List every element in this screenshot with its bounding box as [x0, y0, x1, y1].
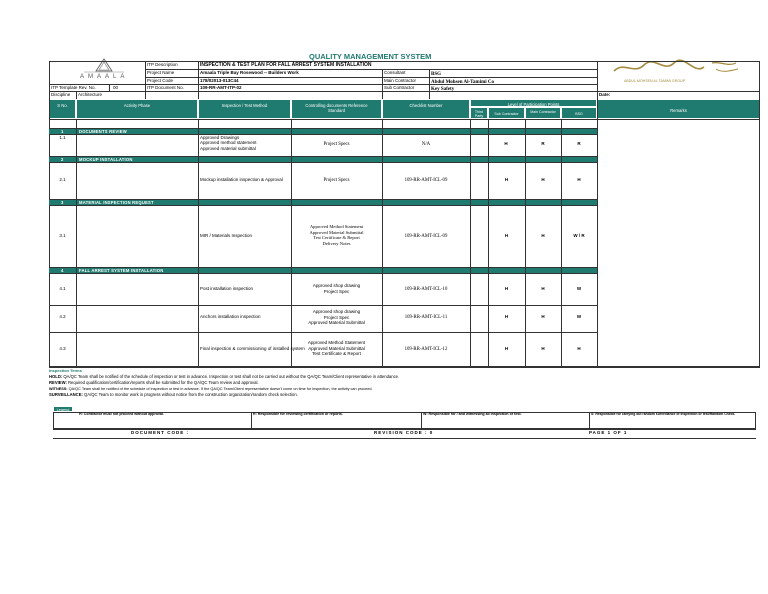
row-reference: Approved shop drawing Project Spec [312, 283, 361, 294]
legend-surveillance: S: Responsible for carrying out random surveillance of inspection or test/Random Check. [591, 412, 736, 416]
col-activity-label: Activity Phase [123, 103, 151, 108]
label-project-code: Project Code [147, 78, 174, 83]
row-reference: Approved shop drawing Project Spec Approved Material Submittal [308, 309, 365, 326]
note-text: Required qualification/certification/reports shall be submitted for the QA/QC Team review and approval. [66, 380, 259, 385]
row-sub-contractor: H [504, 141, 508, 146]
section-title: FALL ARREST SYSTEM INSTALLATION [79, 267, 164, 273]
row-method: Final inspection & commissioning of installed system [200, 346, 305, 351]
row-checklist: 109-RR-AMT-ICL-09 [404, 234, 448, 239]
row-sub-contractor: H [504, 314, 509, 319]
row-number: 4.1 [59, 286, 66, 291]
label-project-name: Project Name [147, 70, 175, 75]
row-method: Mockup installation inspection & Approval [200, 177, 283, 182]
row-sub-contractor: H [504, 233, 509, 238]
note-key: SURVEILLANCE: [49, 392, 83, 397]
legend-review: R: Responsible for reviewing certification or reports. [253, 412, 343, 416]
note-text: QA/QC Team to monitor work in progress without notice from the construction organization/random check selection. [82, 392, 298, 397]
row-bsg: H [577, 177, 581, 182]
col-checklist-label: Checklist Number [409, 103, 443, 108]
section-title: MATERIAL INSPECTION REQUEST [79, 199, 154, 205]
legend-hold: H: Contractor must not proceed without approval. [79, 412, 165, 416]
label-main-contractor: Main Contractor [384, 78, 417, 83]
row-main-contractor: H [541, 177, 545, 182]
value-main-contractor: Abdul Mohsen Al-Tamimi Co [431, 80, 495, 85]
note-text: QA/QC Team shall be notified of the schedule of inspection or test in advance. If the QA/QC Team/Client representative doesn't come on time for inspection, the activity can proceed. [67, 387, 373, 391]
col-sub-contractor-label: Sub Contractor [494, 112, 519, 116]
col-remarks-label: Remarks [670, 108, 687, 113]
label-itp-template-rev: ITP Template Rev. No. [51, 85, 96, 90]
section-title: DOCUMENTS REVIEW [79, 128, 127, 134]
section-number: 3 [61, 199, 64, 205]
footer-document-code: DOCUMENT CODE : [131, 430, 189, 435]
note-text: QA/QC Team shall be notified of the schedule of inspection or test in advance. Inspection or test shall not be carried out without the QA/QC Team/Client representative in attendance. [62, 374, 400, 379]
value-itp-description: INSPECTION & TEST PLAN FOR FALL ARREST SYSTEM INSTALLATION [200, 62, 372, 68]
row-main-contractor: H [541, 233, 545, 238]
col-method-label: Inspection / Test Method [221, 103, 268, 108]
section-number: 1 [61, 128, 64, 134]
note-item [49, 381, 259, 386]
row-method: Post installation inspection [200, 286, 254, 291]
label-itp-description: ITP Description [147, 62, 178, 67]
row-checklist: 109-RR-AMT-ICL-12 [404, 347, 448, 352]
note-key: HOLD: [49, 374, 63, 379]
row-number: 2.1 [59, 177, 66, 182]
note-item [49, 375, 399, 380]
page-title: QUALITY MANAGEMENT SYSTEM [309, 52, 432, 61]
tamimi-logo-text: ABDUL MOHSEN AL TAMIMI GROUP [624, 79, 686, 83]
note-key: REVIEW: [49, 380, 67, 385]
col-reference-label: Controlling documents Reference Standard [305, 103, 368, 113]
value-consultant: BSG [431, 72, 442, 77]
row-method: Anchors installation inspection [200, 314, 261, 319]
col-bsg-label: BSG [575, 112, 583, 116]
row-main-contractor: H [541, 314, 545, 319]
row-reference: Approved Method Statement Approved Material Submittal Test Certificate & Report [307, 340, 366, 357]
row-reference: Approved Method Statement Approved Material Submittal Test Certificate & Report Delivery Notes [309, 224, 364, 247]
row-sub-contractor: H [504, 346, 509, 351]
note-key: WITNESS: [49, 387, 68, 391]
note-item [49, 393, 298, 398]
label-sub-contractor: Sub Contractor [384, 85, 415, 90]
row-bsg: W / R [573, 233, 585, 238]
row-bsg: W [576, 314, 582, 319]
notes-title: Inspection Terms [49, 368, 82, 373]
value-discipline: Architecture [78, 92, 103, 97]
row-reference: Project Specs [323, 178, 350, 183]
row-sub-contractor: H [504, 177, 509, 182]
row-number: 1.1 [59, 135, 66, 140]
row-number: 4.3 [59, 346, 66, 351]
label-discipline: Discipline [51, 92, 71, 97]
value-sub-contractor: Key Safety [431, 87, 455, 92]
row-main-contractor: H [541, 286, 545, 291]
value-itp-template-rev: 00 [113, 85, 119, 90]
label-itp-document-no: ITP Document No. [147, 85, 184, 90]
col-main-contractor-label: Main Contractor [530, 110, 556, 114]
col-level-label: Level of Participation Points [507, 101, 560, 107]
row-method: MIR / Materials Inspection [200, 233, 253, 238]
row-bsg: R [577, 141, 581, 146]
row-method: Approved Drawings Approved method statement Approved material submittal [200, 135, 257, 151]
label-date: Date: [599, 92, 611, 97]
legend-witness: W: Responsible for / and witnessing all inspection or test. [423, 412, 522, 416]
row-sub-contractor: H [504, 286, 509, 291]
section-title: MOCKUP INSTALLATION [79, 156, 133, 162]
section-number: 2 [61, 156, 64, 162]
row-checklist: 109-RR-AMT-ICL-10 [404, 287, 448, 292]
row-number: 3.1 [59, 233, 66, 238]
row-checklist: 109-RR-AMT-ICL-11 [404, 315, 448, 320]
value-project-code: 178/02013-013C44 [200, 78, 239, 83]
col-sno-label: S No. [57, 103, 68, 108]
legend-label: Legend [56, 407, 70, 412]
row-bsg: W [576, 286, 582, 291]
row-bsg: H [577, 346, 581, 351]
note-item [49, 387, 372, 391]
col-third-party-label: Third Party [474, 110, 484, 118]
value-itp-document-no: 109-RR-AMT-ITP-02 [200, 85, 242, 90]
footer-page: PAGE 1 OF 1 [589, 430, 628, 435]
row-checklist: 109-RR-AMT-ICL-09 [404, 178, 448, 183]
label-consultant: Consultant [384, 70, 406, 75]
row-main-contractor: R [541, 141, 545, 146]
value-project-name: Amaala Triple Bay Rosewood -- Builders Work [200, 70, 299, 75]
row-checklist: N/A [421, 142, 431, 147]
row-number: 4.2 [59, 314, 66, 319]
amaala-logo-text: AMAALA [80, 74, 129, 80]
section-number: 4 [61, 267, 64, 273]
row-main-contractor: H [541, 346, 545, 351]
footer-revision-code: REVISION CODE : 0 [374, 430, 434, 435]
row-reference: Project Specs [323, 142, 350, 147]
